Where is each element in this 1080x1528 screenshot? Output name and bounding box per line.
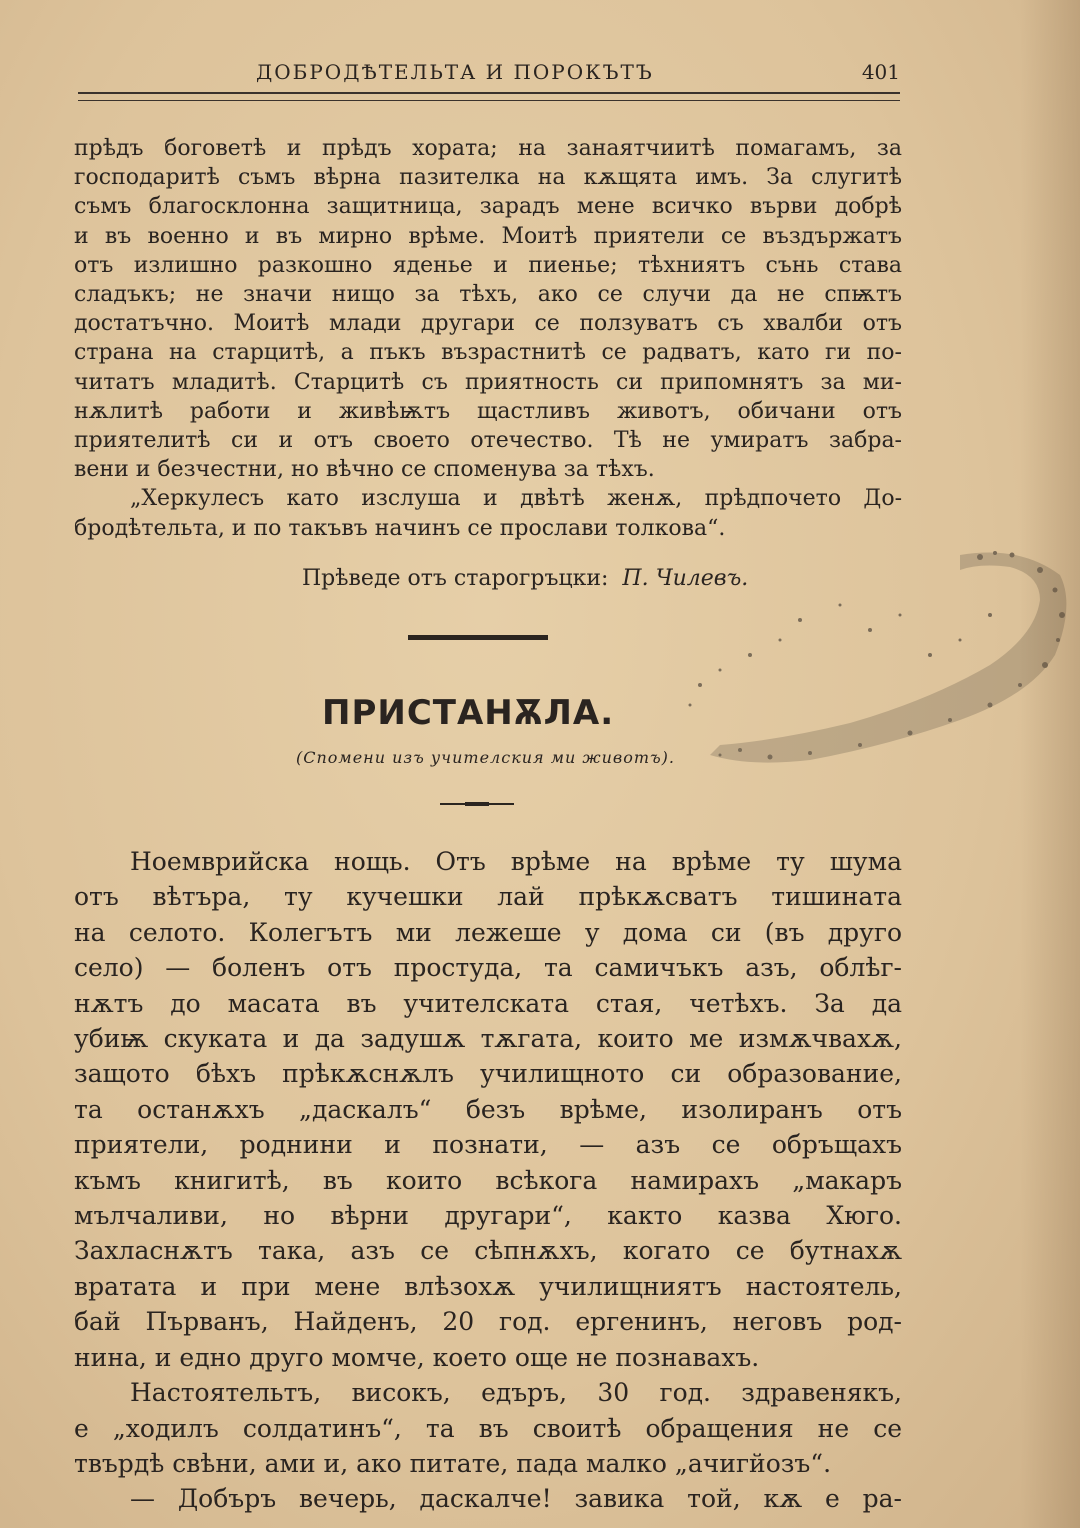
text-line: твърдѣ свѣни, ами и, ако питате, пада малко „ачигйозъ“. [74,1448,832,1478]
text-line: читатъ младитѣ. Старцитѣ съ приятность си припомнятъ за ми- [74,369,902,395]
title-divider [440,803,514,805]
translator-label: Прѣведе отъ старогръцки: [302,566,609,591]
text-line: — Добъръ вечерь, даскалче! завика той, кѫ е ра- [130,1484,902,1514]
text-line: страна на старцитѣ, а пъкъ възрастнитѣ се радватъ, като ги по- [74,340,902,366]
text-line: бай Първанъ, Найденъ, 20 год. ергенинъ, неговъ род- [74,1307,902,1337]
text-line: прѣдъ боговетѣ и прѣдъ хората; на занаятчиитѣ помагамъ, за [74,136,902,161]
header-rule [78,92,900,101]
text-line: нина, и едно друго момче, което още не познавахъ. [74,1342,760,1372]
text-line: и въ военно и въ мирно врѣме. Моитѣ приятели се въздържатъ [74,223,902,249]
text-line: отъ излишно разкошно яденье и пиенье; тѣхниятъ сънь става [74,252,902,278]
essay-ending-text [74,134,902,543]
story-paragraph [74,844,902,1375]
text-line: село) — боленъ отъ простуда, та самичъкъ азъ, облѣг- [74,953,902,983]
running-title: ДОБРОДѢТЕЛЬТА И ПОРОКЪТЪ [256,60,654,84]
text-line: приятелитѣ си и отъ своето отечество. Тѣ не умиратъ забра- [74,428,902,454]
story-subtitle: (Спомени изъ учителския ми животъ). [296,748,675,767]
text-line: защото бѣхъ прѣкѫснѫлъ училищното си образование, [74,1059,902,1089]
story-title: ПРИСТАНѪЛА. [322,693,615,733]
text-line: бродѣтельта, и по такъвъ начинъ се прослави толкова“. [74,515,726,541]
story-text [74,844,902,1517]
section-divider [408,635,548,640]
text-line: господаритѣ съмъ вѣрна пазителка на кѫщята имъ. За слугитѣ [74,165,902,191]
text-line: вратата и при мене влѣзохѫ училищниятъ настоятель, [74,1271,902,1301]
running-header [78,58,900,94]
text-line: вени и безчестни, но вѣчно се споменува за тѣхъ. [74,457,655,483]
text-line: та останѫхъ „даскалъ“ безъ врѣме, изолиранъ отъ [74,1094,902,1124]
text-line: е „ходилъ солдатинъ“, та въ своитѣ обращения не се [74,1413,902,1443]
story-paragraph [74,1375,902,1481]
text-line: сладъкъ; не значи нищо за тѣхъ, ако се случи да не спѭтъ [74,282,902,308]
text-line: нѫлитѣ работи и живѣѭтъ щастливъ животъ, обичани отъ [74,398,902,424]
translator-name: П. Чилевъ. [622,566,749,591]
text-line: Захласнѫтъ така, азъ се сѣпнѫхъ, когато се бутнахѫ [74,1236,902,1266]
text-line: нѫтъ до масата въ учителската стая, четѣхъ. За да [74,988,902,1018]
text-line: достатъчно. Моитѣ млади другари се ползуватъ съ хвалби отъ [74,311,902,337]
text-line: къмъ книгитѣ, въ които всѣкога намирахъ „макаръ [74,1165,902,1195]
text-line: „Херкулесъ като изслуша и двѣтѣ женѫ, прѣдпочето До- [130,486,902,512]
ink-stain [660,545,1080,775]
story-paragraph [74,1481,902,1516]
text-line: отъ вѣтъра, ту кучешки лай прѣкѫсватъ тишината [74,882,902,912]
text-line: Настоятельтъ, високъ, едъръ, 30 год. здравенякъ, [130,1378,902,1408]
text-line: Ноемврийска нощь. Отъ врѣме на врѣме ту шума [130,847,902,876]
text-line: приятели, роднини и познати, — азъ се обръщахъ [74,1130,902,1160]
text-line: съмъ благосклонна защитница, зарадъ мене всичко върви добрѣ [74,194,902,220]
closing-paragraph [74,484,902,542]
text-line: мълчаливи, но вѣрни другари“, както казва Хюго. [74,1201,902,1231]
text-line: убиѭ скуката и да задушѫ тѫгата, които ме измѫчвахѫ, [74,1024,902,1054]
page-edge-shadow [1020,0,1080,1528]
page-number: 401 [861,60,900,84]
text-line: на селото. Колегътъ ми лежеше у дома си (въ друго [74,917,902,947]
essay-paragraph [74,134,902,484]
